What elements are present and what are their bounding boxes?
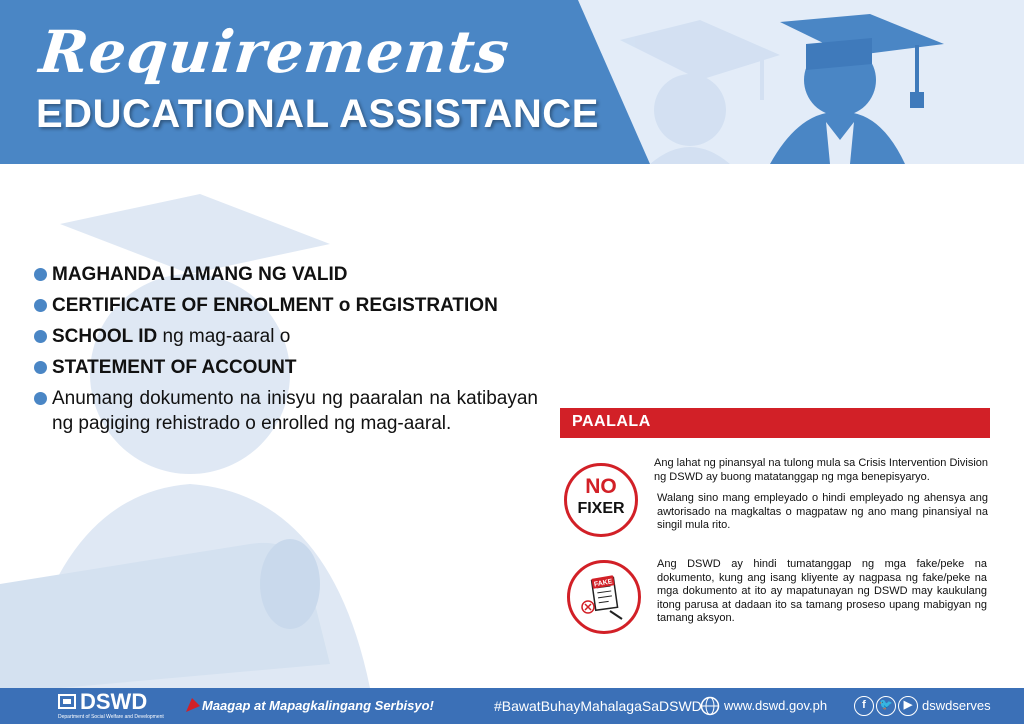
social-handle[interactable]: dswdserves — [922, 698, 991, 713]
fake-stamp-label: FAKE — [593, 578, 614, 589]
slogan-flag-icon — [186, 698, 200, 712]
requirement-text: STATEMENT OF ACCOUNT — [52, 357, 297, 378]
bullet-icon — [34, 268, 47, 281]
twitter-icon[interactable]: 🐦 — [876, 696, 896, 716]
reminder-title: PAALALA — [572, 413, 651, 430]
no-fixer-no: NO — [585, 475, 617, 498]
notice-text: Ang DSWD ay hindi tumatanggap ng mga fake/peke na dokumento, kung ang isang kliyente ay nagpasa ng fake/peke na mga dokumento at ito ay mapatunayan ng DSWD may kaukulang itong parusa at dadaan ito sa tamang proseso upang mabigyan ng tamang aksyon. — [657, 558, 987, 624]
bullet-icon — [34, 392, 47, 405]
bullet-icon — [34, 330, 47, 343]
requirement-text: CERTIFICATE OF ENROLMENT — [52, 295, 334, 316]
no-fixer-icon — [564, 463, 638, 537]
fake-document-graphic — [570, 563, 638, 631]
footer — [0, 688, 1024, 724]
facebook-icon[interactable]: f — [854, 696, 874, 716]
bullet-icon — [34, 361, 47, 374]
title-script: Requirements — [36, 18, 513, 86]
notice-text: Ang lahat ng pinansyal na tulong mula sa Crisis Intervention Division ng DSWD ay buong matatanggap ng mga benepisyaryo. — [654, 457, 988, 483]
fake-document-icon — [567, 560, 641, 634]
requirement-text: REGISTRATION — [355, 295, 498, 316]
requirement-text: SCHOOL ID — [52, 326, 158, 347]
reminder-header — [560, 408, 990, 438]
dswd-logo-icon — [58, 693, 76, 711]
requirement-detail: ng mag-aaral o — [157, 326, 291, 347]
list-item — [34, 324, 538, 349]
youtube-icon[interactable]: ▶ — [898, 696, 918, 716]
page-title: EDUCATIONAL ASSISTANCE — [36, 92, 599, 136]
requirement-description: Anumang dokumento na inisyu ng paaralan na katibayan ng pagiging rehistrado o enrolled ng mag-aaral. — [52, 388, 538, 434]
header-banner — [0, 0, 1024, 164]
list-item — [34, 293, 538, 318]
website-link[interactable]: www.dswd.gov.ph — [724, 698, 828, 713]
dswd-logo-text: DSWD — [80, 689, 148, 714]
list-item — [34, 262, 538, 287]
dswd-logo-subtitle: Department of Social Welfare and Development — [58, 714, 164, 720]
slogan: Maagap at Mapagkalingang Serbisyo! — [202, 698, 434, 713]
notice-text: Walang sino mang empleyado o hindi empleyado ng ahensya ang awtorisado na magkaltas o magpataw ng ano mang pinansiyal na singil mula rito. — [657, 492, 988, 531]
bullet-icon — [34, 299, 47, 312]
requirement-text: MAGHANDA LAMANG NG VALID — [52, 264, 348, 285]
list-item — [34, 386, 538, 436]
list-item — [34, 355, 538, 380]
requirements-list — [34, 262, 538, 442]
requirement-connector: o — [333, 295, 356, 316]
no-fixer-fixer: FIXER — [577, 500, 625, 517]
globe-icon — [700, 696, 720, 716]
hashtag: #BawatBuhayMahalagaSaDSWD — [494, 698, 702, 714]
